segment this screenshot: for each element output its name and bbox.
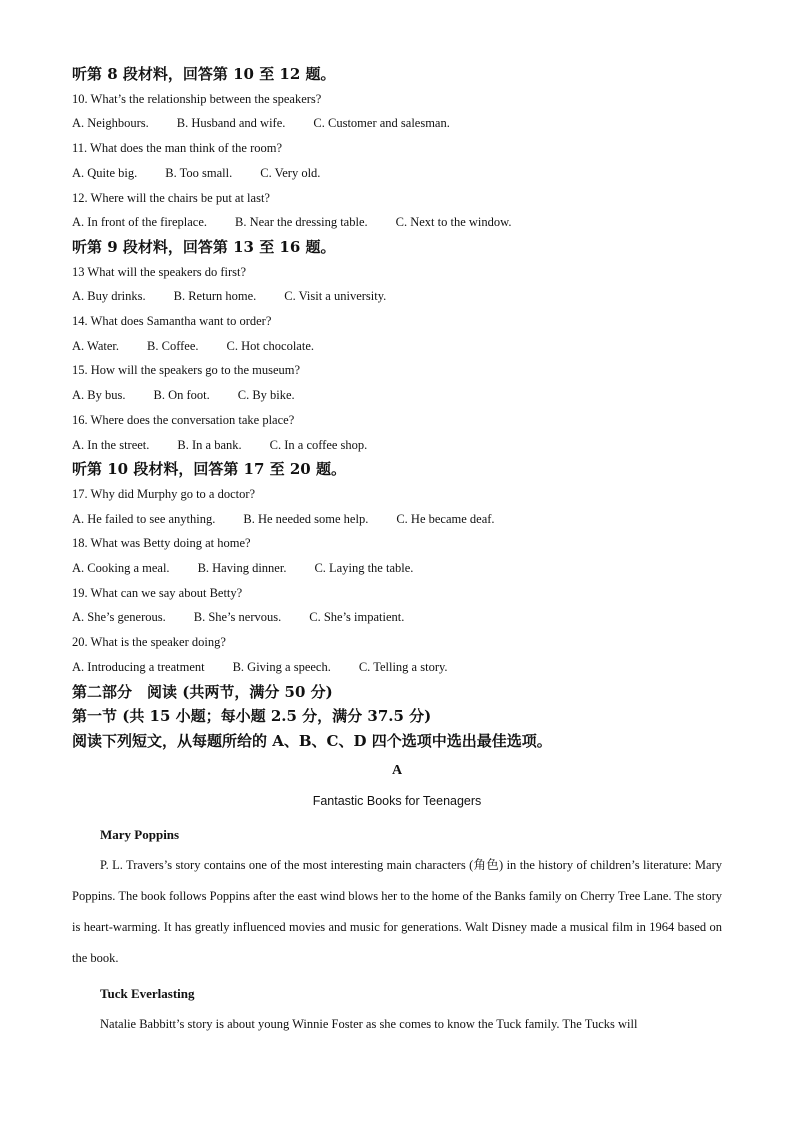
options-11 (72, 161, 722, 186)
question-10: 10. What’s the relationship between the speakers? (72, 91, 322, 106)
question-17: 17. Why did Murphy go to a doctor? (72, 486, 256, 501)
option-a: A. Introducing a treatment (72, 659, 205, 674)
option-c: C. Customer and salesman. (313, 116, 450, 131)
option-c: C. Very old. (260, 165, 321, 180)
question-14: 14. What does Samantha want to order? (72, 314, 272, 329)
options-17 (72, 507, 722, 532)
option-b: B. He needed some help. (243, 511, 369, 526)
instructions: 阅读下列短文，从每题所给的 A、B、C、D 四个选项中选出最佳选项。 (72, 731, 552, 750)
section-heading: 听第 10 段材料，回答第 17 至 20 题。 (72, 460, 346, 479)
section-heading: 听第 8 段材料，回答第 10 至 12 题。 (72, 65, 336, 83)
option-a: A. He failed to see anything. (72, 511, 216, 526)
option-a: A. In the street. (72, 437, 150, 452)
part-heading: 第二部分 阅读 (共两节，满分 50 分) (72, 682, 333, 701)
question-15: 15. How will the speakers go to the museum? (72, 363, 301, 378)
options-13 (72, 284, 722, 309)
option-b: B. Having dinner. (197, 561, 287, 576)
options-19 (72, 605, 722, 630)
options-18 (72, 556, 722, 581)
option-a: A. Neighbours. (72, 116, 149, 131)
option-a: A. She’s generous. (72, 610, 166, 625)
section-heading: 听第 9 段材料，回答第 13 至 16 题。 (72, 237, 336, 256)
option-c: C. She’s impatient. (309, 610, 405, 625)
options-15 (72, 383, 722, 408)
option-a: A. Water. (72, 338, 120, 353)
option-a: A. By bus. (72, 388, 126, 403)
option-b: B. Too small. (165, 165, 233, 180)
option-a: A. Cooking a meal. (72, 561, 170, 576)
option-c: C. He became deaf. (396, 511, 495, 526)
option-c: C. Laying the table. (314, 561, 414, 576)
options-20 (72, 655, 722, 680)
question-12: 12. Where will the chairs be put at last? (72, 190, 270, 205)
option-a: A. In front of the fireplace. (72, 215, 208, 230)
book-title: Mary Poppins (100, 826, 180, 842)
exam-page (72, 62, 722, 1040)
book-description: P. L. Travers’s story contains one of the most interesting main characters (角色) in the history of children’s literature: Mary Poppins. The book follows Poppins after the east wind blows her to the home of the Banks family on Cherry Tree Lane. The story is heart-warming. It has greatly influenced movies and music for generations. Walt Disney made a musical film in 1964 based on the book. (72, 857, 722, 966)
options-12 (72, 210, 722, 235)
option-b: B. In a bank. (177, 437, 242, 452)
options-10 (72, 111, 722, 136)
option-c: C. Telling a story. (358, 659, 448, 674)
question-20: 20. What is the speaker doing? (72, 635, 226, 650)
option-b: B. Husband and wife. (176, 116, 286, 131)
question-18: 18. What was Betty doing at home? (72, 536, 251, 551)
passage-label: A (391, 762, 403, 778)
passage-title: Fantastic Books for Teenagers (312, 793, 482, 808)
option-a: A. Buy drinks. (72, 289, 146, 304)
option-c: C. By bike. (237, 388, 295, 403)
option-b: B. Coffee. (147, 338, 199, 353)
question-13: 13 What will the speakers do first? (72, 264, 247, 279)
options-14 (72, 334, 722, 359)
option-c: C. In a coffee shop. (269, 437, 368, 452)
option-b: B. On foot. (153, 388, 210, 403)
options-16 (72, 433, 722, 458)
option-b: B. She’s nervous. (193, 610, 282, 625)
question-11: 11. What does the man think of the room? (72, 141, 283, 156)
option-b: B. Return home. (173, 289, 257, 304)
option-b: B. Giving a speech. (232, 659, 331, 674)
option-c: C. Hot chocolate. (226, 338, 314, 353)
option-a: A. Quite big. (72, 165, 138, 180)
book-description: Natalie Babbitt’s story is about young Winnie Foster as she comes to know the Tuck family. The Tucks will (100, 1016, 638, 1031)
section-heading: 第一节 (共 15 小题；每小题 2.5 分，满分 37.5 分) (72, 707, 432, 726)
question-16: 16. Where does the conversation take place? (72, 412, 295, 427)
book-title: Tuck Everlasting (100, 985, 195, 1001)
option-c: C. Visit a university. (284, 289, 387, 304)
question-19: 19. What can we say about Betty? (72, 585, 243, 600)
option-c: C. Next to the window. (395, 215, 512, 230)
option-b: B. Near the dressing table. (235, 215, 368, 230)
